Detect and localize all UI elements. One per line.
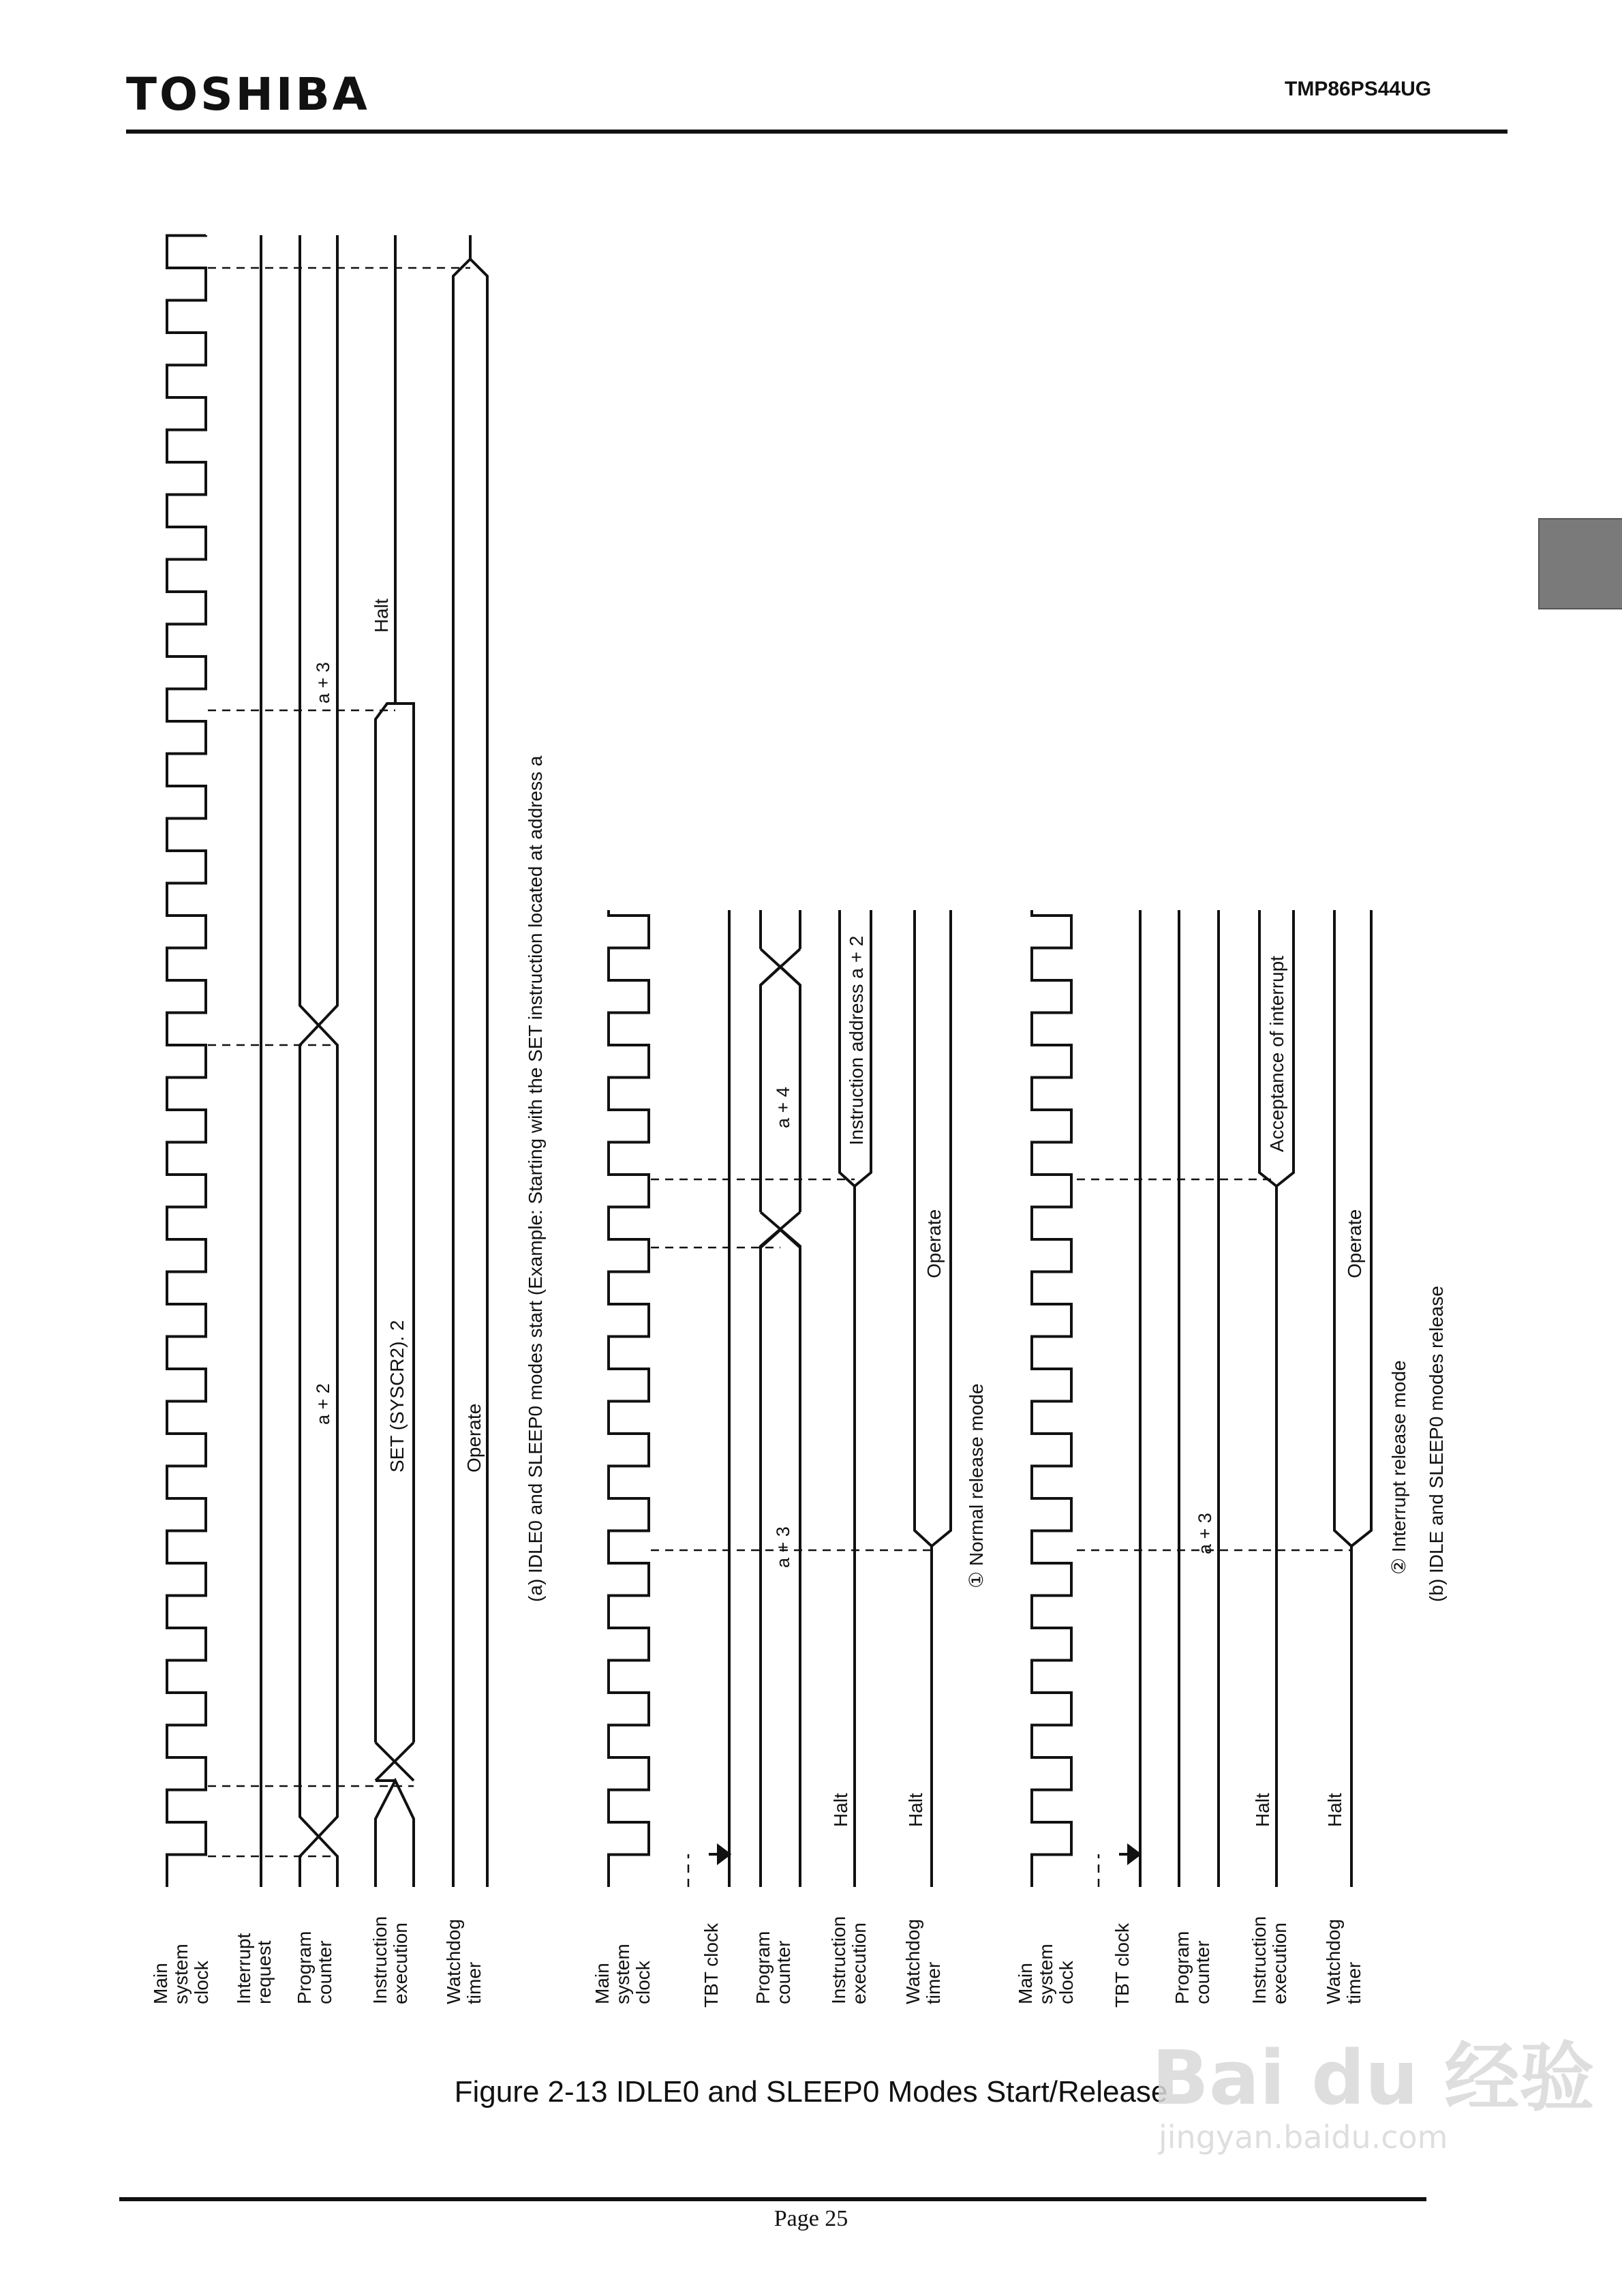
- page-number: Page 25: [774, 2206, 848, 2231]
- diagram-a: [150, 235, 546, 2004]
- instr-halt-b1: Halt: [830, 1793, 851, 1827]
- pc-a3-a: a + 3: [313, 662, 333, 704]
- label-program-counter-b1: Program counter: [752, 1931, 794, 2004]
- program-counter-bus-a: [300, 235, 337, 1887]
- label-main-system-clock-b2: Main system clock: [1015, 1944, 1077, 2004]
- label-instruction-execution-b2: Instruction execution: [1249, 1916, 1290, 2004]
- label-interrupt-request-a: Interrupt request: [233, 1933, 275, 2004]
- instruction-execution-bus-a: [376, 235, 414, 1887]
- tbt-clock-b2: [1099, 910, 1140, 1887]
- instr-resume-b1: Instruction address a + 2: [846, 935, 867, 1145]
- label-watchdog-timer-b1: Watchdog timer: [902, 1918, 944, 2004]
- label-main-system-clock-b1: Main system clock: [592, 1944, 654, 2004]
- main-system-clock-b2: [1032, 910, 1071, 1887]
- program-counter-bus-b1: [761, 910, 800, 1887]
- pc-a3-b2: a + 3: [1195, 1513, 1215, 1554]
- watchdog-timer-bus-b1: [915, 910, 951, 1887]
- pc-a2-a: a + 2: [313, 1383, 333, 1425]
- figure-caption: Figure 2-13 IDLE0 and SLEEP0 Modes Start/Release: [454, 2075, 1168, 2109]
- instr-set-a: SET (SYSCR2). 2: [386, 1320, 408, 1472]
- main-system-clock-a: [167, 235, 206, 1887]
- main-system-clock-b1: [609, 910, 649, 1887]
- label-tbt-clock-b1: TBT clock: [701, 1923, 722, 2008]
- normal-release-mode-label: ① Normal release mode: [966, 1383, 987, 1588]
- toshiba-logo: TOSHIBA: [126, 68, 370, 121]
- watchdog-timer-bus-b2: [1334, 910, 1371, 1887]
- instr-halt-a: Halt: [371, 599, 392, 633]
- baidu-watermark: [1152, 2018, 1594, 2156]
- diagram-b-interrupt: [1015, 910, 1447, 2008]
- watchdog-timer-bus-a: [453, 235, 487, 1887]
- interrupt-release-mode-label: ② Interrupt release mode: [1388, 1360, 1409, 1575]
- dashed-markers-a: [208, 268, 470, 1856]
- label-instruction-execution-a: Instruction execution: [369, 1916, 411, 2004]
- dashed-markers-b2: [1077, 1179, 1351, 1550]
- pc-a4-b1: a + 4: [773, 1087, 793, 1128]
- document-id: TMP86PS44UG: [1285, 78, 1432, 100]
- pc-a3-b1: a + 3: [773, 1526, 793, 1568]
- footer-rule: [119, 2197, 1426, 2201]
- wdt-operate-b1: Operate: [923, 1209, 945, 1278]
- diagram-b-caption: (b) IDLE and SLEEP0 modes release: [1426, 1286, 1447, 1602]
- label-program-counter-a: Program counter: [294, 1931, 335, 2004]
- wdt-halt-b1: Halt: [905, 1793, 926, 1827]
- tbt-clock-b1: [688, 910, 729, 1887]
- wdt-halt-b2: Halt: [1324, 1793, 1345, 1827]
- wdt-operate-b2: Operate: [1344, 1209, 1365, 1278]
- label-tbt-clock-b2: TBT clock: [1112, 1923, 1133, 2008]
- label-watchdog-timer-b2: Watchdog timer: [1323, 1918, 1364, 2004]
- label-main-system-clock-a: Main system clock: [150, 1944, 212, 2004]
- instr-resume-b2: Acceptance of interrupt: [1266, 956, 1287, 1152]
- instr-halt-b2: Halt: [1252, 1793, 1273, 1827]
- watermark-url: jingyan.baidu.com: [1159, 2119, 1448, 2156]
- dashed-markers-b1: [651, 1179, 932, 1550]
- diagram-a-title: (a) IDLE0 and SLEEP0 modes start (Example: Starting with the SET instruction located at address a: [525, 755, 546, 1602]
- diagram-b-normal: [592, 910, 987, 2008]
- wdt-operate-a: Operate: [463, 1403, 485, 1472]
- label-instruction-execution-b1: Instruction execution: [828, 1916, 870, 2004]
- label-program-counter-b2: Program counter: [1172, 1931, 1213, 2004]
- label-watchdog-timer-a: Watchdog timer: [443, 1918, 485, 2004]
- watermark-logo: Bai du 经验: [1152, 2034, 1595, 2121]
